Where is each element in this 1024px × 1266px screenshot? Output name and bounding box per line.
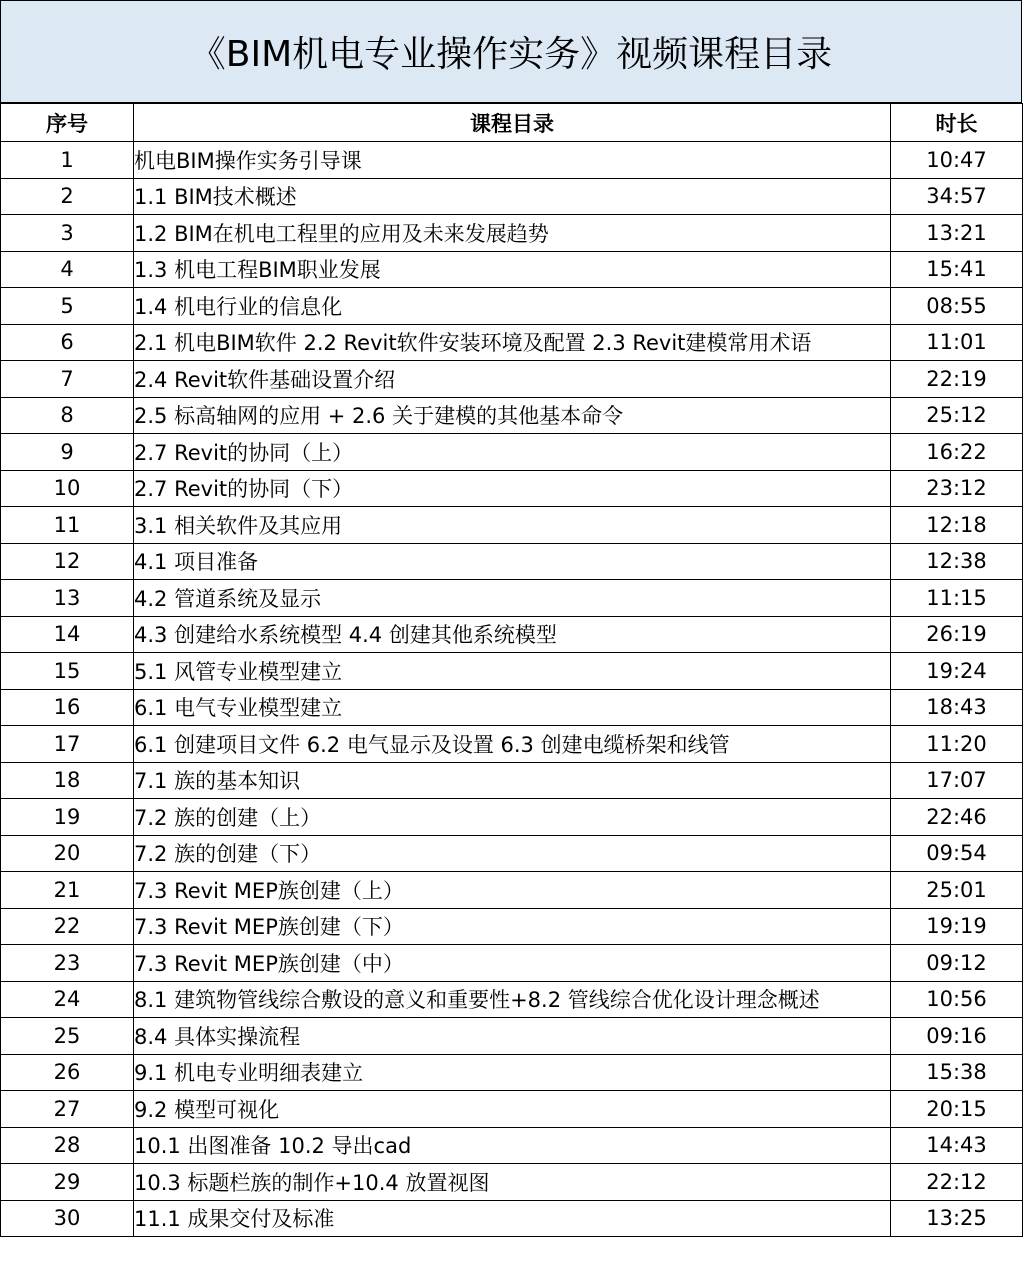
row-duration: 22:12 bbox=[891, 1164, 1023, 1201]
row-number: 21 bbox=[1, 872, 134, 909]
row-number: 7 bbox=[1, 361, 134, 398]
row-number: 27 bbox=[1, 1091, 134, 1128]
row-number: 29 bbox=[1, 1164, 134, 1201]
row-course-title: 1.1 BIM技术概述 bbox=[134, 178, 891, 215]
row-duration: 23:12 bbox=[891, 470, 1023, 507]
row-duration: 22:46 bbox=[891, 799, 1023, 836]
row-course-title: 7.3 Revit MEP族创建（中） bbox=[134, 945, 891, 982]
row-course-title: 7.2 族的创建（下） bbox=[134, 835, 891, 872]
row-duration: 15:41 bbox=[891, 251, 1023, 288]
table-row bbox=[1, 178, 1023, 215]
row-course-title: 9.1 机电专业明细表建立 bbox=[134, 1054, 891, 1091]
row-course-title: 7.1 族的基本知识 bbox=[134, 762, 891, 799]
table-row bbox=[1, 1018, 1023, 1055]
row-number: 14 bbox=[1, 616, 134, 653]
header-number: 序号 bbox=[1, 104, 134, 142]
row-number: 9 bbox=[1, 434, 134, 471]
row-course-title: 9.2 模型可视化 bbox=[134, 1091, 891, 1128]
row-course-title: 2.4 Revit软件基础设置介绍 bbox=[134, 361, 891, 398]
row-number: 19 bbox=[1, 799, 134, 836]
row-number: 2 bbox=[1, 178, 134, 215]
row-course-title: 2.7 Revit的协同（上） bbox=[134, 434, 891, 471]
table-row bbox=[1, 142, 1023, 179]
table-row bbox=[1, 215, 1023, 252]
row-number: 11 bbox=[1, 507, 134, 544]
row-number: 22 bbox=[1, 908, 134, 945]
header-duration: 时长 bbox=[891, 104, 1023, 142]
table-row bbox=[1, 835, 1023, 872]
table-row bbox=[1, 653, 1023, 690]
row-duration: 25:12 bbox=[891, 397, 1023, 434]
row-duration: 11:20 bbox=[891, 726, 1023, 763]
row-duration: 16:22 bbox=[891, 434, 1023, 471]
row-number: 23 bbox=[1, 945, 134, 982]
table-row bbox=[1, 1127, 1023, 1164]
row-number: 6 bbox=[1, 324, 134, 361]
row-course-title: 11.1 成果交付及标准 bbox=[134, 1200, 891, 1237]
row-number: 3 bbox=[1, 215, 134, 252]
row-duration: 09:16 bbox=[891, 1018, 1023, 1055]
table-row bbox=[1, 470, 1023, 507]
row-course-title: 4.2 管道系统及显示 bbox=[134, 580, 891, 617]
row-course-title: 6.1 创建项目文件 6.2 电气显示及设置 6.3 创建电缆桥架和线管 bbox=[134, 726, 891, 763]
row-duration: 14:43 bbox=[891, 1127, 1023, 1164]
row-duration: 10:47 bbox=[891, 142, 1023, 179]
table-row bbox=[1, 324, 1023, 361]
row-duration: 34:57 bbox=[891, 178, 1023, 215]
table-row bbox=[1, 726, 1023, 763]
table-row bbox=[1, 1054, 1023, 1091]
row-course-title: 2.7 Revit的协同（下） bbox=[134, 470, 891, 507]
row-number: 13 bbox=[1, 580, 134, 617]
row-course-title: 8.4 具体实操流程 bbox=[134, 1018, 891, 1055]
row-number: 16 bbox=[1, 689, 134, 726]
row-number: 28 bbox=[1, 1127, 134, 1164]
row-duration: 26:19 bbox=[891, 616, 1023, 653]
row-course-title: 4.3 创建给水系统模型 4.4 创建其他系统模型 bbox=[134, 616, 891, 653]
row-number: 26 bbox=[1, 1054, 134, 1091]
row-duration: 19:19 bbox=[891, 908, 1023, 945]
row-course-title: 1.3 机电工程BIM职业发展 bbox=[134, 251, 891, 288]
row-course-title: 1.2 BIM在机电工程里的应用及未来发展趋势 bbox=[134, 215, 891, 252]
table-row bbox=[1, 908, 1023, 945]
table-row bbox=[1, 762, 1023, 799]
table-row bbox=[1, 872, 1023, 909]
row-course-title: 7.2 族的创建（上） bbox=[134, 799, 891, 836]
title-banner bbox=[0, 0, 1022, 103]
table-row bbox=[1, 945, 1023, 982]
table-row bbox=[1, 397, 1023, 434]
table-row bbox=[1, 543, 1023, 580]
row-number: 18 bbox=[1, 762, 134, 799]
row-duration: 19:24 bbox=[891, 653, 1023, 690]
row-duration: 12:18 bbox=[891, 507, 1023, 544]
row-course-title: 8.1 建筑物管线综合敷设的意义和重要性+8.2 管线综合优化设计理念概述 bbox=[134, 981, 891, 1018]
table-row bbox=[1, 251, 1023, 288]
row-number: 30 bbox=[1, 1200, 134, 1237]
table-row bbox=[1, 1091, 1023, 1128]
row-number: 24 bbox=[1, 981, 134, 1018]
row-number: 4 bbox=[1, 251, 134, 288]
table-row bbox=[1, 434, 1023, 471]
table-row bbox=[1, 361, 1023, 398]
row-duration: 08:55 bbox=[891, 288, 1023, 325]
row-course-title: 6.1 电气专业模型建立 bbox=[134, 689, 891, 726]
row-duration: 17:07 bbox=[891, 762, 1023, 799]
row-duration: 11:15 bbox=[891, 580, 1023, 617]
row-course-title: 7.3 Revit MEP族创建（上） bbox=[134, 872, 891, 909]
row-number: 1 bbox=[1, 142, 134, 179]
row-duration: 10:56 bbox=[891, 981, 1023, 1018]
row-course-title: 3.1 相关软件及其应用 bbox=[134, 507, 891, 544]
table-row bbox=[1, 981, 1023, 1018]
header-course-title: 课程目录 bbox=[134, 104, 891, 142]
row-duration: 20:15 bbox=[891, 1091, 1023, 1128]
table-row bbox=[1, 507, 1023, 544]
row-course-title: 7.3 Revit MEP族创建（下） bbox=[134, 908, 891, 945]
row-course-title: 10.1 出图准备 10.2 导出cad bbox=[134, 1127, 891, 1164]
table-row bbox=[1, 616, 1023, 653]
row-duration: 25:01 bbox=[891, 872, 1023, 909]
row-number: 25 bbox=[1, 1018, 134, 1055]
row-course-title: 机电BIM操作实务引导课 bbox=[134, 142, 891, 179]
table-row bbox=[1, 689, 1023, 726]
row-course-title: 4.1 项目准备 bbox=[134, 543, 891, 580]
row-duration: 09:54 bbox=[891, 835, 1023, 872]
row-course-title: 1.4 机电行业的信息化 bbox=[134, 288, 891, 325]
page-title: 《BIM机电专业操作实务》视频课程目录 bbox=[189, 34, 833, 75]
row-duration: 09:12 bbox=[891, 945, 1023, 982]
row-duration: 11:01 bbox=[891, 324, 1023, 361]
table-row bbox=[1, 288, 1023, 325]
table-row bbox=[1, 799, 1023, 836]
table-row bbox=[1, 1164, 1023, 1201]
row-duration: 13:21 bbox=[891, 215, 1023, 252]
row-number: 20 bbox=[1, 835, 134, 872]
row-course-title: 5.1 风管专业模型建立 bbox=[134, 653, 891, 690]
table-row bbox=[1, 580, 1023, 617]
table-row bbox=[1, 1200, 1023, 1237]
row-number: 8 bbox=[1, 397, 134, 434]
row-duration: 13:25 bbox=[891, 1200, 1023, 1237]
row-course-title: 2.1 机电BIM软件 2.2 Revit软件安装环境及配置 2.3 Revit建模常用术语 bbox=[134, 324, 891, 361]
row-course-title: 2.5 标高轴网的应用 + 2.6 关于建模的其他基本命令 bbox=[134, 397, 891, 434]
row-course-title: 10.3 标题栏族的制作+10.4 放置视图 bbox=[134, 1164, 891, 1201]
row-number: 5 bbox=[1, 288, 134, 325]
row-number: 10 bbox=[1, 470, 134, 507]
row-number: 12 bbox=[1, 543, 134, 580]
row-duration: 15:38 bbox=[891, 1054, 1023, 1091]
row-number: 17 bbox=[1, 726, 134, 763]
course-table bbox=[0, 103, 1023, 1237]
table-header-row bbox=[1, 104, 1023, 142]
row-duration: 18:43 bbox=[891, 689, 1023, 726]
row-duration: 22:19 bbox=[891, 361, 1023, 398]
row-duration: 12:38 bbox=[891, 543, 1023, 580]
row-number: 15 bbox=[1, 653, 134, 690]
